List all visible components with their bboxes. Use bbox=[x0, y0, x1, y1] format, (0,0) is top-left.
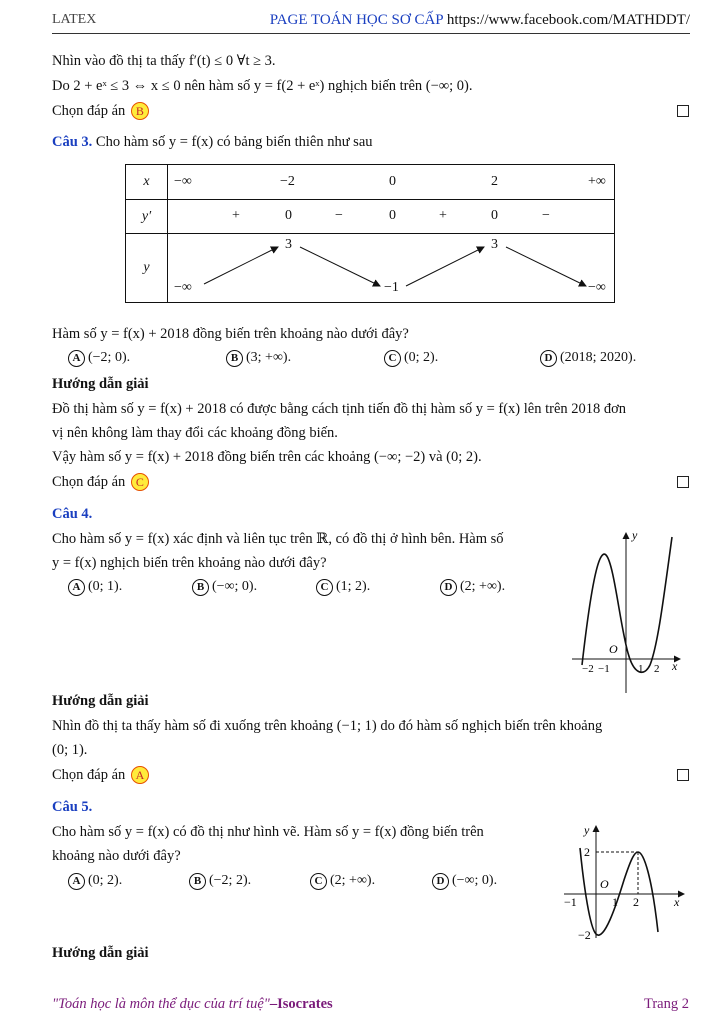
curve bbox=[582, 537, 672, 672]
qed-box bbox=[677, 476, 689, 488]
vt-sign-7: − bbox=[542, 208, 550, 223]
option-text: (1; 2). bbox=[336, 579, 371, 594]
vt-y-2: 3 bbox=[285, 237, 292, 252]
choose-text: Chọn đáp án bbox=[52, 474, 126, 490]
q4-option-c[interactable] bbox=[316, 579, 370, 596]
option-text: (2; +∞). bbox=[460, 579, 506, 594]
qed-box bbox=[677, 105, 689, 117]
qed-box bbox=[677, 769, 689, 781]
quote-text: "Toán học là môn thể dục của trí tuệ" bbox=[52, 996, 270, 1012]
y-label: y bbox=[632, 528, 638, 542]
tick-p1: 1 bbox=[638, 663, 644, 675]
vt-sign-3: − bbox=[335, 208, 343, 223]
q5-label: Câu 5. bbox=[52, 799, 93, 815]
vt-x-2: −2 bbox=[280, 174, 295, 189]
option-text: (−∞; 0). bbox=[452, 873, 498, 888]
option-text: (2; +∞). bbox=[330, 873, 376, 888]
q4-option-d[interactable] bbox=[440, 579, 505, 596]
option-text: (−2; 0). bbox=[88, 350, 131, 365]
header-rule bbox=[52, 33, 690, 34]
option-letter: D bbox=[540, 350, 557, 367]
q3-option-d[interactable] bbox=[540, 350, 636, 367]
intro-choose bbox=[52, 102, 149, 120]
vt-x-row bbox=[168, 165, 615, 200]
tick-p1: 1 bbox=[612, 895, 618, 909]
vt-y-label: y bbox=[126, 234, 168, 303]
page-name: PAGE TOÁN HỌC SƠ CẤP bbox=[269, 12, 444, 28]
q3-sol-1: Đồ thị hàm số y = f(x) + 2018 có được bằng cách tịnh tiến đồ thị hàm số y = f(x) lên trên 2018 đơn bbox=[52, 401, 627, 417]
vt-sign-5: + bbox=[439, 208, 447, 223]
x-label: x bbox=[672, 659, 678, 673]
option-text: (−2; 2). bbox=[209, 873, 252, 888]
q4-solution-title: Hướng dẫn giải bbox=[52, 693, 149, 709]
y-label: y bbox=[584, 823, 590, 837]
q4-sol-1: Nhìn đồ thị ta thấy hàm số đi xuống trên khoảng (−1; 1) do đó hàm số nghịch biến trên khoảng bbox=[52, 718, 603, 734]
option-letter: B bbox=[189, 873, 206, 890]
tick-y2: 2 bbox=[584, 845, 590, 859]
vt-y-3: −1 bbox=[384, 280, 399, 295]
option-text: (0; 2). bbox=[404, 350, 439, 365]
vt-dy-row bbox=[168, 200, 615, 234]
q3-choose bbox=[52, 473, 149, 491]
page-number: Trang 2 bbox=[644, 996, 689, 1012]
tick-m2: −2 bbox=[582, 663, 594, 675]
option-letter: C bbox=[310, 873, 327, 890]
vt-x-5: +∞ bbox=[588, 174, 606, 189]
option-letter: D bbox=[432, 873, 449, 890]
q3-option-c[interactable] bbox=[384, 350, 438, 367]
vt-y-5: −∞ bbox=[588, 280, 606, 295]
q3-sol-2: vị nên không làm thay đổi các khoảng đồng biến. bbox=[52, 425, 338, 441]
tick-m1: −1 bbox=[598, 663, 610, 675]
intro-line-1: Nhìn vào đồ thị ta thấy f′(t) ≤ 0 ∀t ≥ 3. bbox=[52, 53, 276, 69]
q4-sol-2: (0; 1). bbox=[52, 742, 88, 758]
q4-text-2: y = f(x) nghịch biến trên khoảng nào dưới đây? bbox=[52, 555, 327, 571]
tick-m1: −1 bbox=[564, 895, 577, 909]
q3-question: Hàm số y = f(x) + 2018 đồng biến trên khoảng nào dưới đây? bbox=[52, 326, 409, 342]
q4-option-a[interactable] bbox=[68, 579, 122, 596]
tick-ym2: −2 bbox=[578, 928, 591, 942]
curve bbox=[580, 848, 658, 935]
q5-solution-title: Hướng dẫn giải bbox=[52, 945, 149, 961]
option-text: (3; +∞). bbox=[246, 350, 292, 365]
vt-sign-6: 0 bbox=[491, 208, 498, 223]
vt-sign-4: 0 bbox=[389, 208, 396, 223]
vt-dy-label: y′ bbox=[126, 200, 168, 234]
q4-label: Câu 4. bbox=[52, 506, 93, 522]
option-text: (2018; 2020). bbox=[560, 350, 637, 365]
vt-x-3: 0 bbox=[389, 174, 396, 189]
quote-author: –Isocrates bbox=[269, 996, 333, 1012]
option-letter: C bbox=[384, 350, 401, 367]
option-text: (0; 2). bbox=[88, 873, 123, 888]
header-title bbox=[270, 12, 690, 29]
q5-text-1: Cho hàm số y = f(x) có đồ thị như hình vẽ. Hàm số y = f(x) đồng biến trên bbox=[52, 824, 484, 840]
q3-label: Câu 3. bbox=[52, 134, 93, 150]
vt-x-1: −∞ bbox=[174, 174, 192, 189]
q4-graph bbox=[568, 525, 688, 695]
q5-option-a[interactable] bbox=[68, 873, 122, 890]
q3-text: Cho hàm số y = f(x) có bảng biến thiên như sau bbox=[95, 134, 373, 150]
answer-badge: B bbox=[131, 102, 149, 120]
q4-choose bbox=[52, 766, 149, 784]
vt-sign-1: + bbox=[232, 208, 240, 223]
option-text: (0; 1). bbox=[88, 579, 123, 594]
variation-table bbox=[125, 164, 615, 303]
vt-y-1: −∞ bbox=[174, 280, 192, 295]
vt-x-4: 2 bbox=[491, 174, 498, 189]
option-letter: A bbox=[68, 579, 85, 596]
answer-badge: C bbox=[131, 473, 149, 491]
q3-option-a[interactable] bbox=[68, 350, 130, 367]
tick-p2: 2 bbox=[654, 663, 660, 675]
q3-sol-3: Vậy hàm số y = f(x) + 2018 đồng biến trên các khoảng (−∞; −2) và (0; 2). bbox=[52, 449, 482, 465]
latex-logo: LATEX bbox=[52, 12, 97, 27]
vt-x-label: x bbox=[126, 165, 168, 200]
option-letter: C bbox=[316, 579, 333, 596]
option-letter: B bbox=[192, 579, 209, 596]
vt-sign-2: 0 bbox=[285, 208, 292, 223]
q3-stem bbox=[52, 134, 373, 151]
option-letter: A bbox=[68, 350, 85, 367]
q5-text-2: khoảng nào dưới đây? bbox=[52, 848, 181, 864]
origin-label: O bbox=[609, 642, 618, 656]
choose-text: Chọn đáp án bbox=[52, 767, 126, 783]
q3-option-b[interactable] bbox=[226, 350, 291, 367]
option-text: (−∞; 0). bbox=[212, 579, 258, 594]
option-letter: A bbox=[68, 873, 85, 890]
q4-option-b[interactable] bbox=[192, 579, 257, 596]
q5-option-c[interactable] bbox=[310, 873, 375, 890]
option-letter: B bbox=[226, 350, 243, 367]
vt-y-row bbox=[168, 234, 615, 303]
q5-option-d[interactable] bbox=[432, 873, 497, 890]
page-url[interactable]: https://www.facebook.com/MATHDDT/ bbox=[446, 12, 690, 28]
intro-line-2: Do 2 + eˣ ≤ 3 ⇔ x ≤ 0 nên hàm số y = f(2 + eˣ) nghịch biến trên (−∞; 0). bbox=[52, 78, 473, 94]
q3-solution-title: Hướng dẫn giải bbox=[52, 376, 149, 392]
answer-badge: A bbox=[131, 766, 149, 784]
q4-text-1: Cho hàm số y = f(x) xác định và liên tục trên ℝ, có đồ thị ở hình bên. Hàm số bbox=[52, 531, 504, 547]
q5-graph bbox=[560, 818, 690, 942]
vt-y-4: 3 bbox=[491, 237, 498, 252]
q5-option-b[interactable] bbox=[189, 873, 251, 890]
choose-text: Chọn đáp án bbox=[52, 103, 126, 119]
tick-p2: 2 bbox=[633, 895, 639, 909]
x-label: x bbox=[674, 895, 680, 909]
option-letter: D bbox=[440, 579, 457, 596]
footer-quote bbox=[52, 996, 333, 1013]
origin-label: O bbox=[600, 877, 609, 891]
